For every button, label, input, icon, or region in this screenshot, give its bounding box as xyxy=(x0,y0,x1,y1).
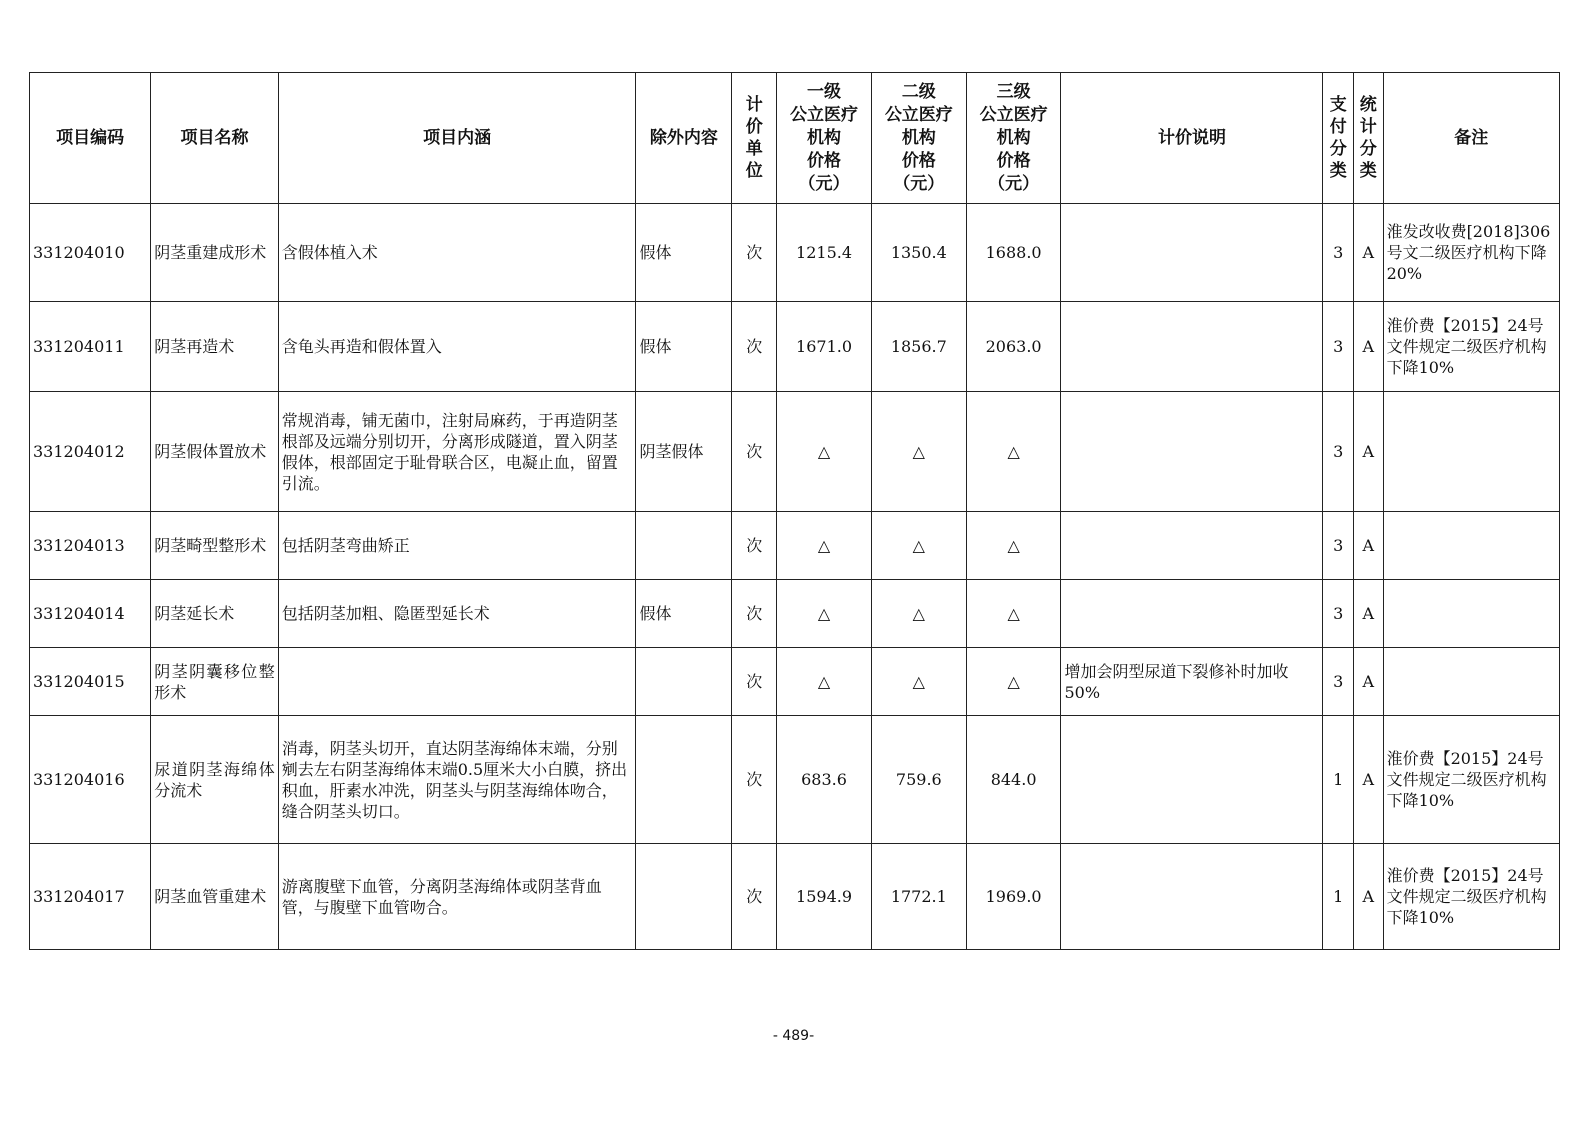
cell-price-level1: 683.6 xyxy=(777,716,872,844)
header-payment-category xyxy=(1323,73,1354,204)
cell-remark xyxy=(1383,512,1559,580)
header-stat-category-text: 统计分类 xyxy=(1359,95,1377,181)
cell-pricing-note xyxy=(1061,392,1323,512)
cell-excluded: 阴茎假体 xyxy=(636,392,732,512)
cell-unit: 次 xyxy=(732,302,777,392)
cell-price-level3: 2063.0 xyxy=(966,302,1061,392)
cell-content: 含龟头再造和假体置入 xyxy=(278,302,636,392)
cell-content: 包括阴茎弯曲矫正 xyxy=(278,512,636,580)
header-pricing-note: 计价说明 xyxy=(1061,73,1323,204)
header-row xyxy=(30,73,1560,204)
cell-price-level2: 1350.4 xyxy=(871,204,966,302)
cell-content: 消毒，阴茎头切开，直达阴茎海绵体末端，分别剜去左右阴茎海绵体末端0.5厘米大小白膜，挤出积血，肝素水冲洗，阴茎头与阴茎海绵体吻合，缝合阴茎头切口。 xyxy=(278,716,636,844)
table-row xyxy=(30,648,1560,716)
header-price-level1: 一级 公立医疗 机构 价格 （元） xyxy=(777,73,872,204)
page-number: - 489- xyxy=(772,1028,815,1044)
cell-content: 游离腹壁下血管，分离阴茎海绵体或阴茎背血管，与腹壁下血管吻合。 xyxy=(278,844,636,950)
cell-content: 常规消毒，铺无菌巾，注射局麻药，于再造阴茎根部及远端分别切开，分离形成隧道，置入阴茎假体，根部固定于耻骨联合区，电凝止血，留置引流。 xyxy=(278,392,636,512)
cell-payment-category: 3 xyxy=(1323,648,1354,716)
cell-price-level3: △ xyxy=(966,580,1061,648)
cell-payment-category: 3 xyxy=(1323,512,1354,580)
cell-excluded: 假体 xyxy=(636,580,732,648)
cell-stat-category: A xyxy=(1354,648,1384,716)
cell-payment-category: 1 xyxy=(1323,844,1354,950)
cell-payment-category: 3 xyxy=(1323,302,1354,392)
cell-price-level3: 1969.0 xyxy=(966,844,1061,950)
cell-code: 331204014 xyxy=(30,580,151,648)
cell-name: 尿道阴茎海绵体分流术 xyxy=(151,716,278,844)
cell-unit: 次 xyxy=(732,204,777,302)
cell-pricing-note xyxy=(1061,844,1323,950)
cell-price-level2: △ xyxy=(871,392,966,512)
cell-content: 含假体植入术 xyxy=(278,204,636,302)
cell-price-level3: 844.0 xyxy=(966,716,1061,844)
header-unit xyxy=(732,73,777,204)
cell-remark xyxy=(1383,648,1559,716)
cell-unit: 次 xyxy=(732,512,777,580)
cell-content xyxy=(278,648,636,716)
table-row xyxy=(30,392,1560,512)
cell-remark: 淮价费【2015】24号文件规定二级医疗机构下降10% xyxy=(1383,844,1559,950)
cell-excluded xyxy=(636,512,732,580)
cell-code: 331204015 xyxy=(30,648,151,716)
cell-stat-category: A xyxy=(1354,302,1384,392)
cell-unit: 次 xyxy=(732,844,777,950)
cell-remark: 淮价费【2015】24号文件规定二级医疗机构下降10% xyxy=(1383,302,1559,392)
price-table xyxy=(29,72,1560,950)
cell-stat-category: A xyxy=(1354,512,1384,580)
cell-pricing-note xyxy=(1061,512,1323,580)
cell-name: 阴茎重建成形术 xyxy=(151,204,278,302)
cell-price-level1: △ xyxy=(777,648,872,716)
cell-remark xyxy=(1383,392,1559,512)
table-row xyxy=(30,302,1560,392)
cell-name: 阴茎延长术 xyxy=(151,580,278,648)
header-stat-category xyxy=(1354,73,1384,204)
cell-stat-category: A xyxy=(1354,392,1384,512)
cell-pricing-note xyxy=(1061,302,1323,392)
cell-payment-category: 1 xyxy=(1323,716,1354,844)
cell-content: 包括阴茎加粗、隐匿型延长术 xyxy=(278,580,636,648)
cell-pricing-note: 增加会阴型尿道下裂修补时加收50% xyxy=(1061,648,1323,716)
cell-price-level2: 759.6 xyxy=(871,716,966,844)
cell-price-level2: △ xyxy=(871,580,966,648)
cell-excluded xyxy=(636,844,732,950)
cell-code: 331204017 xyxy=(30,844,151,950)
table-row xyxy=(30,844,1560,950)
cell-price-level1: △ xyxy=(777,392,872,512)
cell-excluded: 假体 xyxy=(636,204,732,302)
cell-unit: 次 xyxy=(732,648,777,716)
cell-name: 阴茎畸型整形术 xyxy=(151,512,278,580)
cell-unit: 次 xyxy=(732,392,777,512)
cell-remark xyxy=(1383,580,1559,648)
cell-pricing-note xyxy=(1061,204,1323,302)
header-payment-category-text: 支付分类 xyxy=(1329,95,1347,181)
header-remark: 备注 xyxy=(1383,73,1559,204)
cell-price-level2: △ xyxy=(871,648,966,716)
cell-price-level2: △ xyxy=(871,512,966,580)
cell-pricing-note xyxy=(1061,716,1323,844)
table-row xyxy=(30,512,1560,580)
header-price-level3: 三级 公立医疗 机构 价格 （元） xyxy=(966,73,1061,204)
cell-payment-category: 3 xyxy=(1323,580,1354,648)
table-row xyxy=(30,204,1560,302)
cell-price-level3: △ xyxy=(966,648,1061,716)
cell-remark: 淮价费【2015】24号文件规定二级医疗机构下降10% xyxy=(1383,716,1559,844)
cell-price-level2: 1856.7 xyxy=(871,302,966,392)
cell-price-level3: △ xyxy=(966,392,1061,512)
cell-code: 331204013 xyxy=(30,512,151,580)
header-unit-text: 计价单位 xyxy=(745,95,763,181)
cell-name: 阴茎血管重建术 xyxy=(151,844,278,950)
cell-pricing-note xyxy=(1061,580,1323,648)
header-excluded: 除外内容 xyxy=(636,73,732,204)
cell-excluded: 假体 xyxy=(636,302,732,392)
header-content: 项目内涵 xyxy=(278,73,636,204)
cell-price-level1: 1215.4 xyxy=(777,204,872,302)
cell-stat-category: A xyxy=(1354,580,1384,648)
cell-code: 331204016 xyxy=(30,716,151,844)
cell-excluded xyxy=(636,648,732,716)
cell-price-level3: △ xyxy=(966,512,1061,580)
cell-price-level2: 1772.1 xyxy=(871,844,966,950)
cell-price-level1: △ xyxy=(777,580,872,648)
table-body xyxy=(30,204,1560,950)
cell-code: 331204012 xyxy=(30,392,151,512)
cell-unit: 次 xyxy=(732,580,777,648)
header-price-level2: 二级 公立医疗 机构 价格 （元） xyxy=(871,73,966,204)
table-row xyxy=(30,580,1560,648)
cell-payment-category: 3 xyxy=(1323,204,1354,302)
cell-name: 阴茎阴囊移位整形术 xyxy=(151,648,278,716)
table-row xyxy=(30,716,1560,844)
cell-code: 331204011 xyxy=(30,302,151,392)
cell-remark: 淮发改收费[2018]306号文二级医疗机构下降20% xyxy=(1383,204,1559,302)
cell-price-level3: 1688.0 xyxy=(966,204,1061,302)
cell-price-level1: 1594.9 xyxy=(777,844,872,950)
cell-price-level1: △ xyxy=(777,512,872,580)
cell-excluded xyxy=(636,716,732,844)
header-name: 项目名称 xyxy=(151,73,278,204)
cell-stat-category: A xyxy=(1354,844,1384,950)
cell-stat-category: A xyxy=(1354,204,1384,302)
cell-unit: 次 xyxy=(732,716,777,844)
cell-price-level1: 1671.0 xyxy=(777,302,872,392)
header-code: 项目编码 xyxy=(30,73,151,204)
cell-code: 331204010 xyxy=(30,204,151,302)
cell-name: 阴茎假体置放术 xyxy=(151,392,278,512)
cell-name: 阴茎再造术 xyxy=(151,302,278,392)
cell-stat-category: A xyxy=(1354,716,1384,844)
cell-payment-category: 3 xyxy=(1323,392,1354,512)
